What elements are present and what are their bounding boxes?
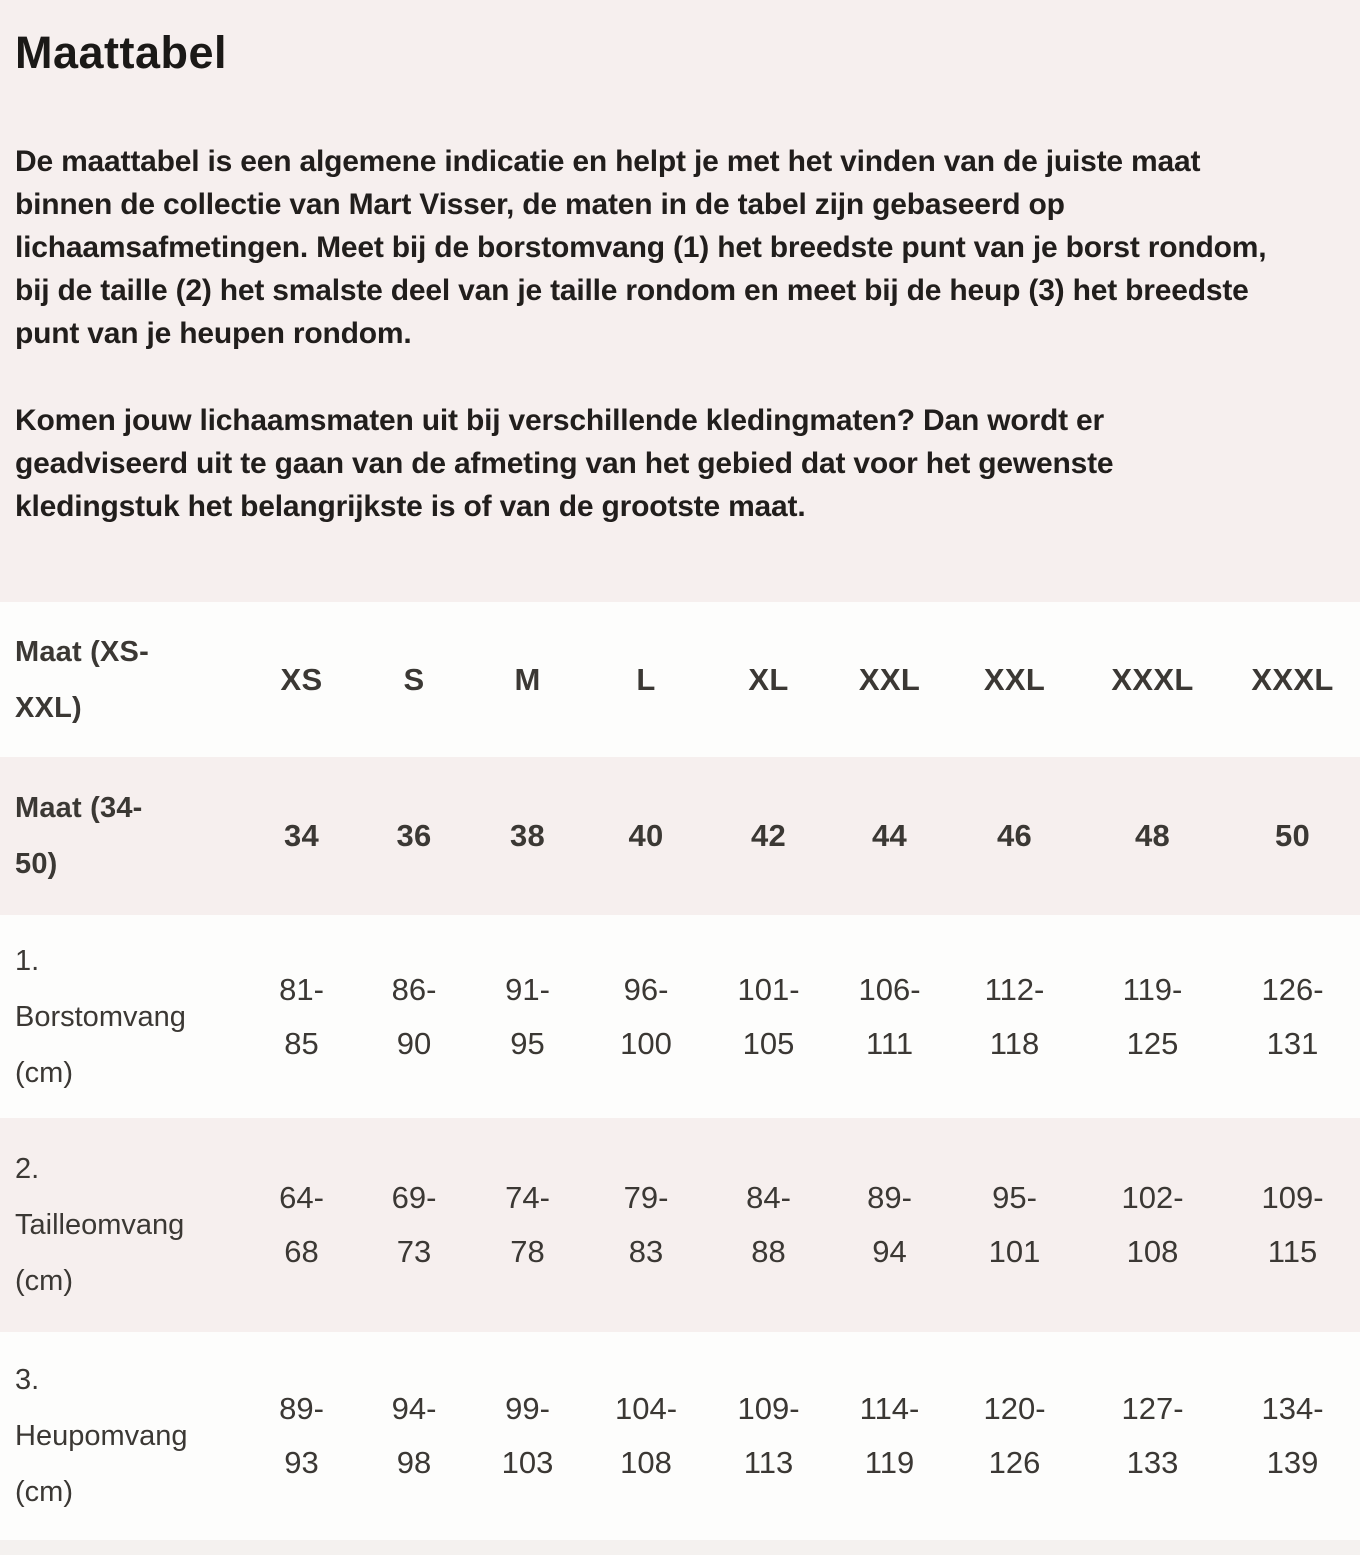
table-row-waist: [0, 1118, 1360, 1332]
cell-value: 104- 108: [614, 1391, 678, 1480]
cell-value: 91- 95: [505, 971, 550, 1061]
cell-value: M: [514, 661, 541, 697]
cell-value: 40: [628, 818, 664, 853]
cell-value: 42: [750, 818, 787, 853]
table-row-bust: [0, 915, 1360, 1118]
table-row-size-numbers: [0, 757, 1360, 915]
intro-paragraph: De maattabel is een algemene indicatie en helpt je met het vinden van de juiste maat binnen de collectie van Mart Visser, de maten in de tabel zijn gebaseerd op lichaamsafmetingen. Meet bij de borstomvang (1) het breedste punt van je borst rondom, bij de taille (2) het smalste deel van je taille rondom en meet bij de heup (3) het breedste punt van je heupen rondom.: [15, 145, 1267, 350]
size-table-body: [0, 602, 1360, 1540]
cell-value: 74- 78: [505, 1180, 550, 1269]
cell-value: 36: [396, 818, 432, 853]
cell-value: 96- 100: [620, 971, 672, 1061]
cell-value: 127- 133: [1121, 1391, 1184, 1480]
cell-value: S: [403, 661, 425, 697]
cell-value: XS: [280, 661, 323, 697]
table-row-size-letters: [0, 602, 1360, 757]
intro-section: [0, 0, 1360, 528]
cell-value: 134- 139: [1261, 1391, 1324, 1480]
cell-value: 89- 94: [867, 1180, 912, 1269]
cell-value: XL: [748, 661, 789, 697]
row-label-waist: 2. Tailleomvang (cm): [15, 1153, 185, 1297]
cell-value: 86- 90: [391, 971, 437, 1061]
cell-value: 44: [871, 818, 908, 853]
row-label-size-numbers: Maat (34- 50): [15, 792, 143, 880]
table-row-hips: [0, 1332, 1360, 1540]
cell-value: 48: [1134, 818, 1171, 853]
cell-value: 79- 83: [623, 1180, 669, 1269]
row-label-hips: 3. Heupomvang (cm): [15, 1364, 188, 1508]
cell-value: XXXL: [1251, 661, 1334, 697]
size-table: [0, 602, 1360, 1540]
row-label-size-letters: Maat (XS- XXL): [15, 635, 149, 724]
row-label-bust: 1. Borstomvang (cm): [15, 944, 186, 1089]
cell-value: 81- 85: [279, 971, 324, 1061]
cell-value: 109- 115: [1261, 1180, 1324, 1269]
cell-value: 119- 125: [1122, 971, 1183, 1061]
cell-value: 126- 131: [1261, 971, 1324, 1061]
bottom-section-edge: [0, 1540, 1360, 1555]
cell-value: 38: [509, 818, 546, 853]
cell-value: 109- 113: [737, 1391, 800, 1480]
cell-value: 89- 93: [279, 1391, 324, 1480]
cell-value: 46: [996, 818, 1033, 853]
cell-value: 101- 105: [737, 971, 800, 1061]
cell-value: 50: [1274, 818, 1311, 853]
cell-value: 64- 68: [279, 1180, 324, 1269]
cell-value: 114- 119: [859, 1391, 920, 1480]
cell-value: 34: [283, 818, 320, 853]
cell-value: 99- 103: [501, 1391, 554, 1480]
cell-value: 69- 73: [391, 1180, 437, 1269]
cell-value: 120- 126: [983, 1391, 1046, 1480]
cell-value: XXL: [983, 661, 1046, 697]
cell-value: 112- 118: [984, 971, 1045, 1061]
cell-value: XXL: [858, 661, 921, 697]
cell-value: XXXL: [1111, 661, 1194, 697]
cell-value: 94- 98: [391, 1391, 437, 1480]
cell-value: L: [636, 661, 656, 697]
cell-value: 84- 88: [746, 1180, 791, 1269]
page-title: Maattabel: [15, 27, 228, 78]
cell-value: 95- 101: [988, 1180, 1041, 1269]
cell-value: 102- 108: [1121, 1180, 1184, 1269]
cell-value: 106- 111: [858, 971, 921, 1061]
advice-paragraph: Komen jouw lichaamsmaten uit bij verschillende kledingmaten? Dan wordt er geadviseerd uit te gaan van de afmeting van het gebied dat voor het gewenste kledingstuk het belangrijkste is of van de grootste maat.: [15, 404, 1114, 523]
